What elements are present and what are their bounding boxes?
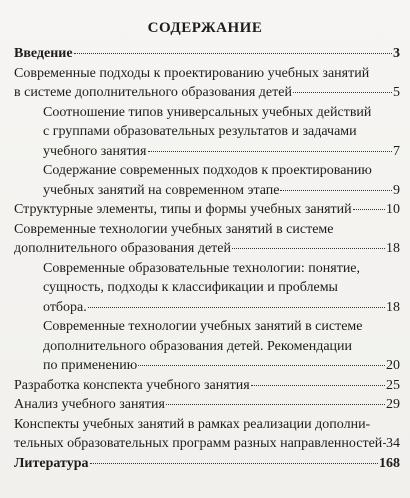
toc-entry-text: сущность, подходы к классификации и проблемы — [43, 280, 338, 295]
toc-entry — [14, 259, 400, 318]
toc-entry-text: учебных занятий на современном этапе — [43, 182, 280, 198]
toc-page-number: 3 — [393, 46, 400, 61]
toc-entry-line — [43, 181, 400, 201]
toc-entry-line — [14, 376, 400, 396]
toc-page-number: 25 — [386, 377, 400, 393]
dot-leader — [138, 365, 385, 366]
dot-leader — [90, 463, 379, 464]
toc-entry-text: по применению — [43, 358, 138, 373]
dot-leader — [148, 151, 393, 152]
toc-page-number: 9 — [393, 182, 400, 198]
dot-leader — [232, 248, 385, 249]
toc-entry — [14, 161, 400, 200]
toc-page-number: 168 — [379, 455, 400, 471]
toc-entry-text: дополнительного образования детей. Рекомендации — [43, 338, 353, 354]
toc-page-number: 7 — [393, 143, 400, 159]
toc-page-number: 10 — [386, 202, 400, 217]
toc-entry-line — [14, 200, 400, 220]
page-title: СОДЕРЖАНИЕ — [147, 20, 263, 36]
toc-entry-text: Структурные элементы, типы и формы учебных занятий — [14, 202, 352, 217]
dot-leader — [293, 92, 392, 93]
toc-entry — [14, 64, 400, 103]
dot-leader — [383, 443, 385, 444]
toc-entry — [14, 220, 400, 259]
toc-entry — [14, 200, 400, 220]
toc-page-number: 18 — [386, 299, 400, 315]
toc-entry-text: Введение — [14, 46, 73, 61]
toc-entry — [14, 376, 400, 396]
toc-page-number: 29 — [386, 397, 400, 412]
toc-entry-line — [14, 395, 400, 415]
toc-entry-text: отбора. — [43, 299, 87, 315]
toc-entry-line — [14, 239, 400, 259]
toc-entry-text: в системе дополнительного образования детей — [14, 85, 292, 100]
toc-entry — [14, 395, 400, 415]
toc-entry-text: Разработка конспекта учебного занятия — [14, 377, 250, 393]
dot-leader — [353, 209, 385, 210]
toc-page-number: 20 — [386, 358, 400, 373]
toc-entry-text: учебного занятия — [43, 143, 147, 159]
toc-entry-text: Современные образовательные технологии: понятие, — [43, 260, 361, 276]
toc-entry-text: Современные технологии учебных занятий в системе — [14, 221, 334, 237]
toc-entry-line — [14, 454, 400, 474]
toc-entry — [14, 317, 400, 376]
toc-entry-text: с группами образовательных результатов и задачами — [43, 124, 357, 139]
toc-entry — [14, 103, 400, 162]
toc-entry-text: Содержание современных подходов к проектированию — [43, 163, 372, 178]
toc-entry-text: Литература — [14, 455, 89, 471]
toc-entry — [14, 454, 400, 474]
dot-leader — [280, 190, 392, 191]
toc-entry-text: тельных образовательных программ разных направленностей — [14, 436, 383, 451]
toc-page-number: 34 — [386, 436, 400, 451]
toc-entry-line — [14, 434, 400, 454]
toc-entry — [14, 44, 400, 64]
toc-entry-text: Конспекты учебных занятий в рамках реализации дополни- — [14, 416, 371, 432]
toc-entry-line — [14, 83, 400, 103]
toc-page-number: 18 — [386, 241, 400, 256]
toc-page-number: 5 — [393, 85, 400, 100]
toc-entry-text: Соотношение типов универсальных учебных действий — [43, 104, 372, 120]
toc-entry — [14, 415, 400, 454]
table-of-contents — [14, 44, 400, 473]
toc-entry-text: Современные подходы к проектированию учебных занятий — [14, 65, 370, 81]
dot-leader — [74, 53, 392, 54]
toc-entry-text: Анализ учебного занятия — [14, 397, 165, 412]
dot-leader — [166, 404, 385, 405]
toc-entry-line — [43, 298, 400, 318]
toc-entry-line — [14, 44, 400, 64]
toc-entry-text: дополнительного образования детей — [14, 241, 231, 256]
dot-leader — [88, 307, 385, 308]
dot-leader — [251, 385, 385, 386]
toc-entry-line — [43, 142, 400, 162]
toc-entry-text: Современные технологии учебных занятий в системе — [43, 319, 363, 334]
toc-entry-line — [43, 356, 400, 376]
